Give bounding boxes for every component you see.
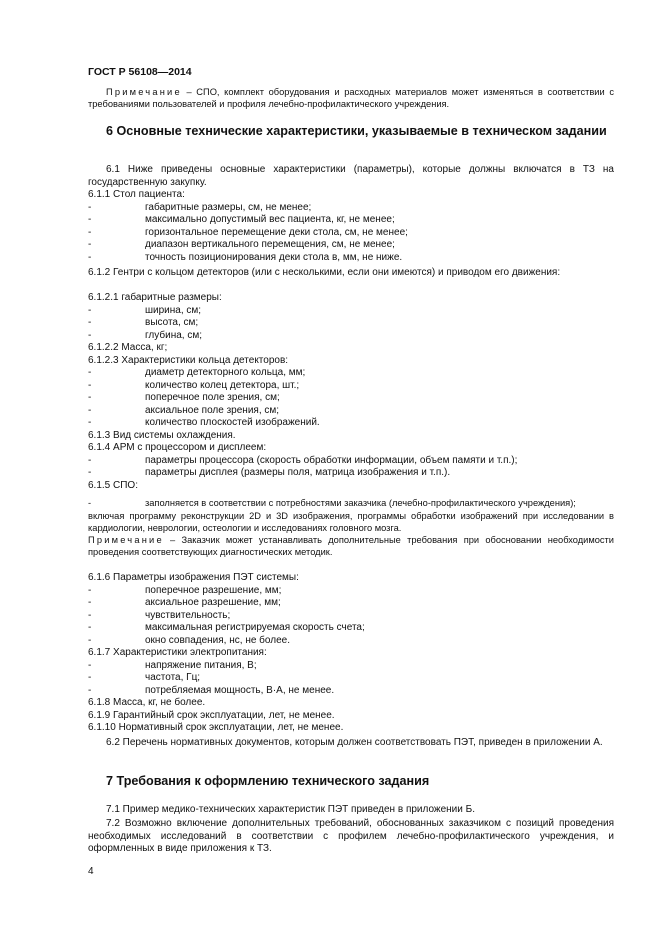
list-item [88,685,614,698]
subsection-6-1-2 [88,267,614,280]
heading-6-1-2-1: 6.1.2.1 габаритные размеры: [88,292,222,303]
bullet-dash: - [88,597,92,608]
spo-item [88,497,614,558]
section-7-title: 7 Требования к оформлению технического задания [106,774,430,788]
list-item-text: поперечное поле зрения, см; [145,392,280,403]
bullet-dash: - [88,634,92,646]
bullet-dash: - [88,454,92,466]
note-label: Примечание [106,87,182,97]
list-6-1-4 [88,455,614,480]
paragraph-7-1: 7.1 Пример медико-технических характеристик ПЭТ приведен в приложении Б. [106,804,475,815]
bullet-dash: - [88,659,92,671]
bullet-dash: - [88,329,92,341]
bullet-dash: - [88,317,92,328]
list-item [88,585,614,598]
list-item-text: напряжение питания, В; [145,659,257,671]
bullet-dash: - [88,622,92,633]
list-item [88,392,614,405]
bullet-dash: - [88,379,92,391]
list-item-text: параметры процессора (скорость обработки информации, объем памяти и т.п.); [145,454,518,466]
spo-rest: включая программу реконструкции 2D и 3D изображения, программы обработки изображений при исследовании в кардиологии, неврологии, остеологии и исследованиях головного мозга. [88,510,614,533]
list-item [88,417,614,430]
list-item [88,467,614,480]
list-item [88,455,614,468]
heading-6-1-10: 6.1.10 Нормативный срок эксплуатации, лет, не менее. [88,722,344,733]
list-item [88,610,614,623]
paragraph-6-1: 6.1 Ниже приведены основные характеристики (параметры), которые должны включатся в ТЗ на государственную закупку. [88,164,614,188]
list-item [88,597,614,610]
heading-6-1-2: 6.1.2 Гентри с кольцом детекторов (или с несколькими, если они имеются) и приводом его движения: [88,267,561,278]
heading-6-1-4: 6.1.4 АРМ с процессором и дисплеем: [88,442,267,453]
bullet-dash: - [88,251,92,263]
list-item-text: потребляемая мощность, В·А, не менее. [145,684,335,696]
list-item-text: точность позиционирования деки стола в, мм, не ниже. [145,251,403,263]
paragraph-7-2: 7.2 Возможно включение дополнительных требований, обоснованных заказчиком с позиций проведения необходимых исследований в соответствии с профилем лечебно-профилактического учреждения, и оформленных в виде приложения к ТЗ. [88,818,614,854]
list-item-text: поперечное разрешение, мм; [145,584,282,596]
bullet-dash: - [88,226,92,238]
list-item-text: аксиальное поле зрения, см; [145,404,280,416]
list-item-text: максимально допустимый вес пациента, кг, не менее; [145,214,395,225]
list-item-text: горизонтальное перемещение деки стола, см, не менее; [145,226,408,238]
list-6-1-2-1 [88,305,614,343]
list-item [88,367,614,380]
note-text: – СПО, комплект оборудования и расходных материалов может изменяться в соответствии с требованиями пользователей и профиля лечебно-профилактического учреждения. [88,87,614,109]
subsection-6-1-6 [88,572,614,735]
list-item-text: ширина, см; [145,304,202,316]
subsection-6-1-2-1 [88,292,614,492]
note-spo [88,86,614,110]
heading-6-1-6: 6.1.6 Параметры изображения ПЭТ системы: [88,572,299,583]
list-item-text: частота, Гц; [145,672,201,683]
bullet-dash: - [88,404,92,416]
list-item [88,239,614,252]
heading-6-1-2-2: 6.1.2.2 Масса, кг; [88,342,168,353]
heading-6-1-2-3: 6.1.2.3 Характеристики кольца детекторов: [88,354,289,366]
heading-6-1-5: 6.1.5 СПО: [88,479,138,491]
list-item [88,214,614,227]
page-number: 4 [88,866,94,877]
bullet-dash: - [88,684,92,696]
list-item-text: диаметр детекторного кольца, мм; [145,367,306,378]
heading-6-1-3: 6.1.3 Вид системы охлаждения. [88,429,236,441]
list-item [88,672,614,685]
heading-6-1-9: 6.1.9 Гарантийный срок эксплуатации, лет, не менее. [88,709,335,721]
bullet-dash: - [88,239,92,250]
list-item [88,317,614,330]
list-item-text: высота, см; [145,317,199,328]
heading-6-1-7: 6.1.7 Характеристики электропитания: [88,647,267,658]
list-item-text: диапазон вертикального перемещения, см, не менее; [145,239,395,250]
bullet-dash: - [88,304,92,316]
bullet-dash: - [88,417,92,428]
list-item-text: количество плоскостей изображений. [145,417,320,428]
note-methods: Примечание – Заказчик может устанавливать дополнительные требования при обосновании необходимости проведения соответствующих диагностических методик. [88,534,614,557]
list-item-text: количество колец детектора, шт.; [145,379,300,391]
list-item [88,330,614,343]
subsection-6-1-1 [88,189,614,264]
bullet-dash: - [88,214,92,225]
list-item [88,252,614,265]
bullet-dash: - [88,201,92,213]
paragraph-6-2: 6.2 Перечень нормативных документов, которым должен соответствовать ПЭТ, приведен в приложении А. [106,737,603,748]
heading-6-1-1: 6.1.1 Стол пациента: [88,189,185,200]
bullet-dash: - [88,392,92,403]
list-item-text: окно совпадения, нс, не более. [145,634,290,646]
list-item [88,305,614,318]
list-6-1-1 [88,202,614,265]
bullet-dash: - [88,672,92,683]
list-item [88,622,614,635]
list-item [88,660,614,673]
bullet-dash: - [88,609,92,621]
list-item-text: аксиальное разрешение, мм; [145,597,281,608]
list-item [88,227,614,240]
heading-6-1-8: 6.1.8 Масса, кг, не более. [88,697,206,708]
spo-first-line: - заполняется в соответствии с потребностями заказчика (лечебно-профилактического учреждения); [88,498,576,508]
list-item-text: глубина, см; [145,329,202,341]
list-item-text: максимальная регистрируемая скорость счета; [145,622,365,633]
list-item [88,380,614,393]
list-item-text: габаритные размеры, см, не менее; [145,201,312,213]
standard-header: ГОСТ Р 56108—2014 [88,66,192,78]
list-item [88,635,614,648]
section-6-title: 6 Основные технические характеристики, указываемые в техническом задании [106,124,607,138]
list-item [88,202,614,215]
bullet-dash: - [88,584,92,596]
list-item-text: параметры дисплея (размеры поля, матрица изображения и т.п.). [145,467,451,478]
bullet-dash: - [88,467,92,478]
list-item-text: чувствительность; [145,609,231,621]
list-item [88,405,614,418]
bullet-dash: - [88,367,92,378]
list-6-1-2-3 [88,367,614,430]
list-6-1-6 [88,585,614,648]
list-6-1-7 [88,660,614,698]
